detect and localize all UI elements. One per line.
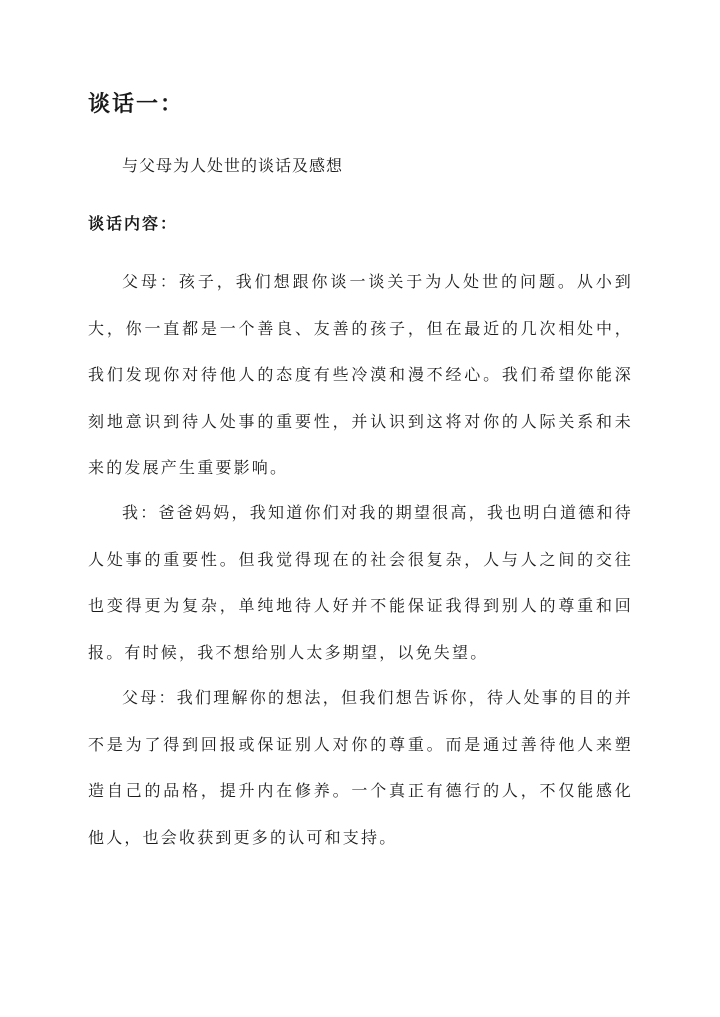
paragraph-parents-2: 父母：我们理解你的想法，但我们想告诉你，待人处事的目的并不是为了得到回报或保证别人对你的尊重。而是通过善待他人来塑造自己的品格，提升内在修养。一个真正有德行的人，不仅能感化他人，也会收获到更多的认可和支持。	[88, 688, 633, 847]
paragraph-parents-1: 父母：孩子，我们想跟你谈一谈关于为人处世的问题。从小到大，你一直都是一个善良、友善的孩子，但在最近的几次相处中，我们发现你对待他人的态度有些冷漠和漫不经心。我们希望你能深刻地意识到待人处事的重要性，并认识到这将对你的人际关系和未来的发展产生重要影响。	[88, 272, 633, 477]
paragraph-me: 我：爸爸妈妈，我知道你们对我的期望很高，我也明白道德和待人处事的重要性。但我觉得现在的社会很复杂，人与人之间的交往也变得更为复杂，单纯地待人好并不能保证我得到别人的尊重和回报。有时候，我不想给别人太多期望，以免失望。	[88, 503, 633, 662]
document-subtitle: 与父母为人处世的谈话及感想	[122, 156, 344, 175]
section-label: 谈话内容：	[88, 214, 179, 233]
page-heading: 谈话一：	[88, 91, 185, 117]
